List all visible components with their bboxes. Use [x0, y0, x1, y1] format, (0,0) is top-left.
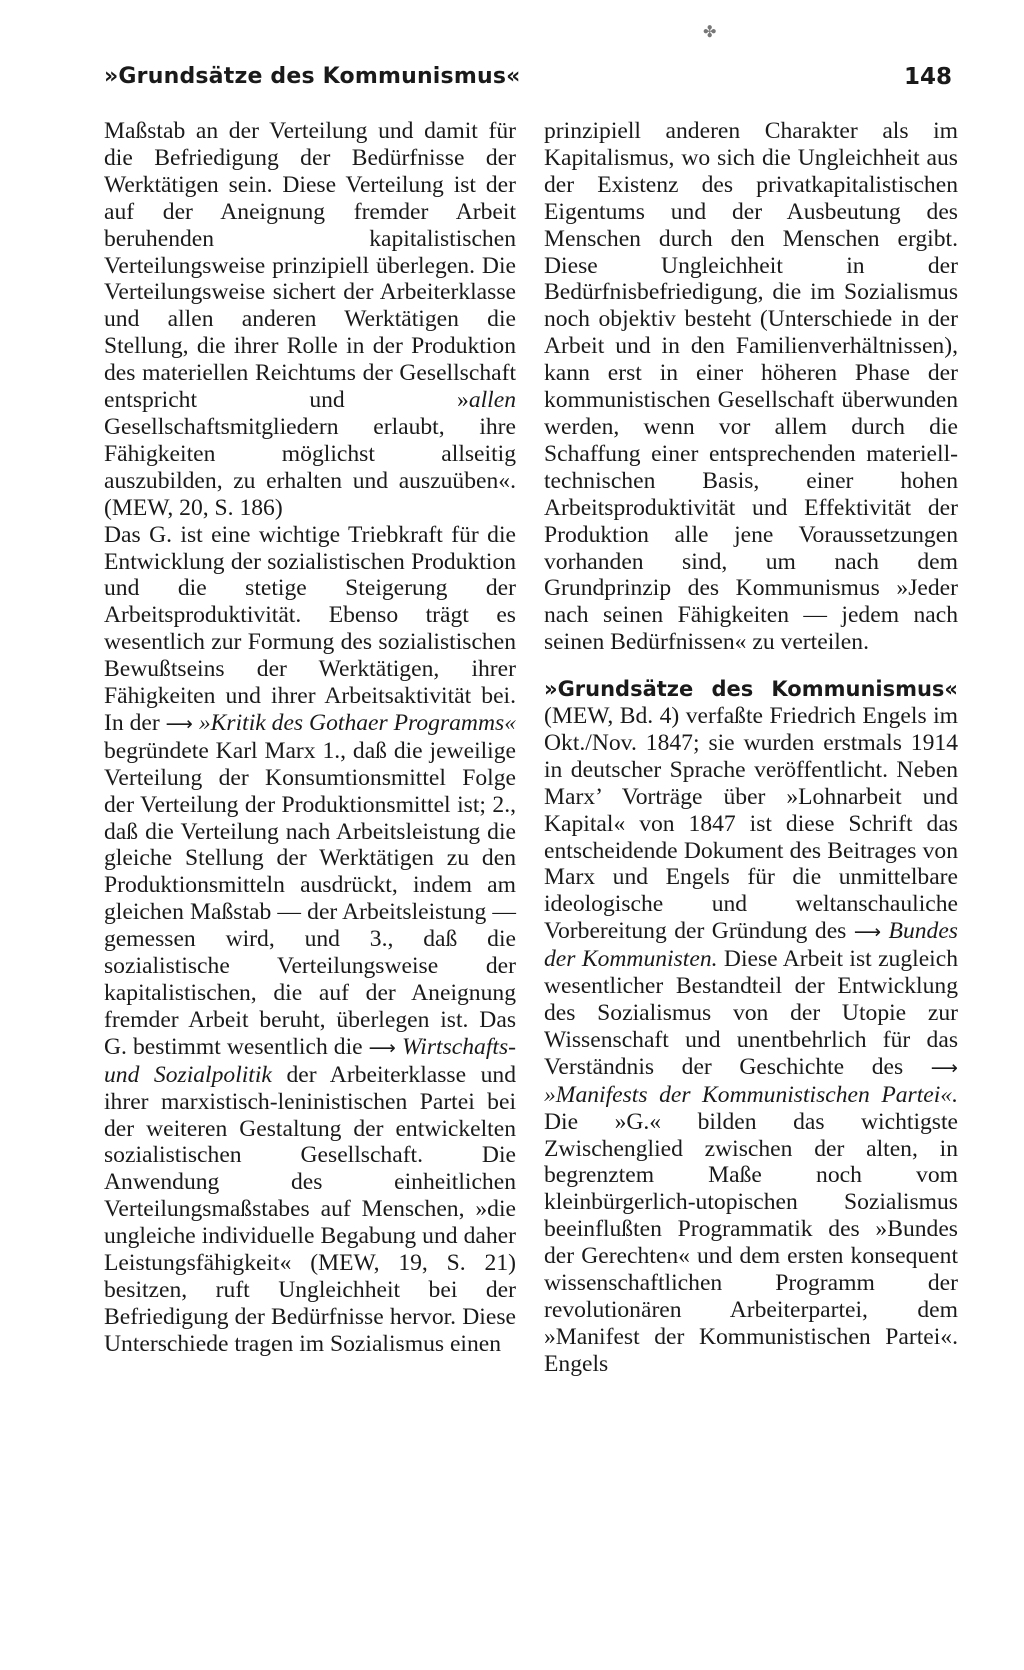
cross-reference-arrow-icon: ⟶ — [368, 1036, 396, 1059]
right-column — [544, 118, 958, 1378]
left-column — [104, 118, 516, 1358]
paragraph-triebkraft: Das G. ist eine wichtige Triebkraft für die Entwicklung der sozialistischen Produktion und die stetige Steigerung der Arbeitsproduktivität. Ebenso trägt es wesentlich zur Formung des sozialistischen Bewußtseins der Werktätigen, ihrer Fähigkeiten und ihrer Arbeitsaktivität bei. In der ⟶ »Kritik des Gothaer Programms« begründete Karl Marx 1., daß die jeweilige Verteilung der Konsumtionsmittel Folge der Verteilung der Produktionsmittel ist; 2., daß die Verteilung nach Arbeitsleistung die gleiche Stellung der Werktätigen zu den Produktionsmitteln ausdrückt, indem am gleichen Maßstab — der Arbeitsleistung — gemessen wird, und 3., daß die sozialistische Verteilungsweise der kapitalistischen, die auf der Aneignung fremder Arbeit beruht, überlegen ist. Das G. bestimmt wesentlich die ⟶ Wirtschafts- und Sozialpolitik der Arbeiterklasse und ihrer marxistisch-leninistischen Partei bei der weiteren Gestaltung der entwickelten sozialistischen Gesellschaft. Die Anwendung des einheitlichen Verteilungsmaßstabes auf Menschen, »die ungleiche individuelle Begabung und daher Leistungsfähigkeit« (MEW, 19, S. 21) besitzen, ruft Ungleichheit bei der Befriedigung der Bedürfnisse hervor. Diese Unterschiede tragen im Sozialismus einen — [104, 521, 516, 1357]
print-speck: ✤ — [703, 22, 717, 41]
paragraph-verteilung: Maßstab an der Verteilung und damit für die Befriedigung der Bedürfnisse der Werktätigen sein. Diese Verteilung ist der auf der Aneignung fremder Arbeit beruhenden kapitalistischen Verteilungsweise prinzipiell überlegen. Die Verteilungsweise sichert der Arbeiterklasse und allen anderen Werktätigen die Stellung, die ihrer Rolle in der Produktion des materiellen Reichtums der Gesellschaft entspricht und »allen Gesellschaftsmitgliedern erlaubt, ihre Fähigkeiten möglichst allseitig auszubilden, zu erhalten und auszuüben«. (MEW, 20, S. 186) — [104, 118, 516, 521]
page-header — [104, 64, 952, 104]
cross-reference-link[interactable]: Bundes der Kommunisten. — [544, 918, 958, 973]
cross-reference-link[interactable]: Wirtschafts- und Sozialpolitik — [104, 1033, 516, 1088]
cross-reference-arrow-icon: ⟶ — [853, 921, 882, 944]
running-head: »Grundsätze des Kommunismus« — [104, 64, 521, 89]
page-number: 148 — [903, 64, 952, 90]
entry-headword: »Grundsätze des Kommunismus« — [544, 677, 958, 702]
cross-reference-arrow-icon: ⟶ — [930, 1056, 958, 1079]
cross-reference-arrow-icon: ⟶ — [165, 712, 193, 735]
cross-reference-link[interactable]: »Kritik des Gothaer Programms« — [192, 709, 516, 736]
paragraph-ungleichheit: prinzipiell anderen Charakter als im Kapitalismus, wo sich die Ungleichheit aus der Existenz des privatkapitalistischen Eigentums und der Ausbeutung des Menschen durch den Menschen ergibt. Diese Ungleichheit in der Bedürfnisbefriedigung, die im Sozialismus noch objektiv besteht (Unterschiede in der Arbeit und in den Familienverhältnissen), kann erst in einer höheren Phase der kommunistischen Gesellschaft überwunden werden, wenn vor allem durch die Schaffung einer entsprechenden materiell-technischen Basis, einer hohen Arbeitsproduktivität und Effektivität der Produktion alle jene Voraussetzungen vorhanden sind, um nach dem Grundprinzip des Kommunismus »Jeder nach seinen Fähigkeiten — jedem nach seinen Bedürfnissen« zu verteilen. — [544, 118, 958, 656]
entry-grundsaetze: »Grundsätze des Kommunismus« (MEW, Bd. 4) verfaßte Friedrich Engels im Okt./Nov. 1847; sie wurden erstmals 1914 in deutscher Sprache veröffentlicht. Neben Marx’ Vorträge über »Lohnarbeit und Kapital« von 1847 ist diese Schrift das entscheidende Dokument des Beitrages von Marx und Engels für die unmittelbare ideologische und weltanschauliche Vorbereitung der Gründung des ⟶ Bundes der Kommunisten. Diese Arbeit ist zugleich wesentlicher Bestandteil der Entwicklung des Sozialismus von der Utopie zur Wissenschaft und unentbehrlich für das Verständnis der Geschichte des ⟶ »Manifests der Kommunistischen Partei«. Die »G.« bilden das wichtigste Zwischenglied zwischen der alten, in begrenztem Maße noch vom kleinbürgerlich-utopischen Sozialismus beeinflußten Programmatik des »Bundes der Gerechten« und dem ersten konsequent wissenschaftlichen Programm der revolutionären Arbeiterpartei, dem »Manifest der Kommunistischen Partei«. Engels — [544, 677, 958, 1377]
cross-reference-link[interactable]: »Manifests der Kommunistischen Partei«. — [544, 1081, 958, 1108]
